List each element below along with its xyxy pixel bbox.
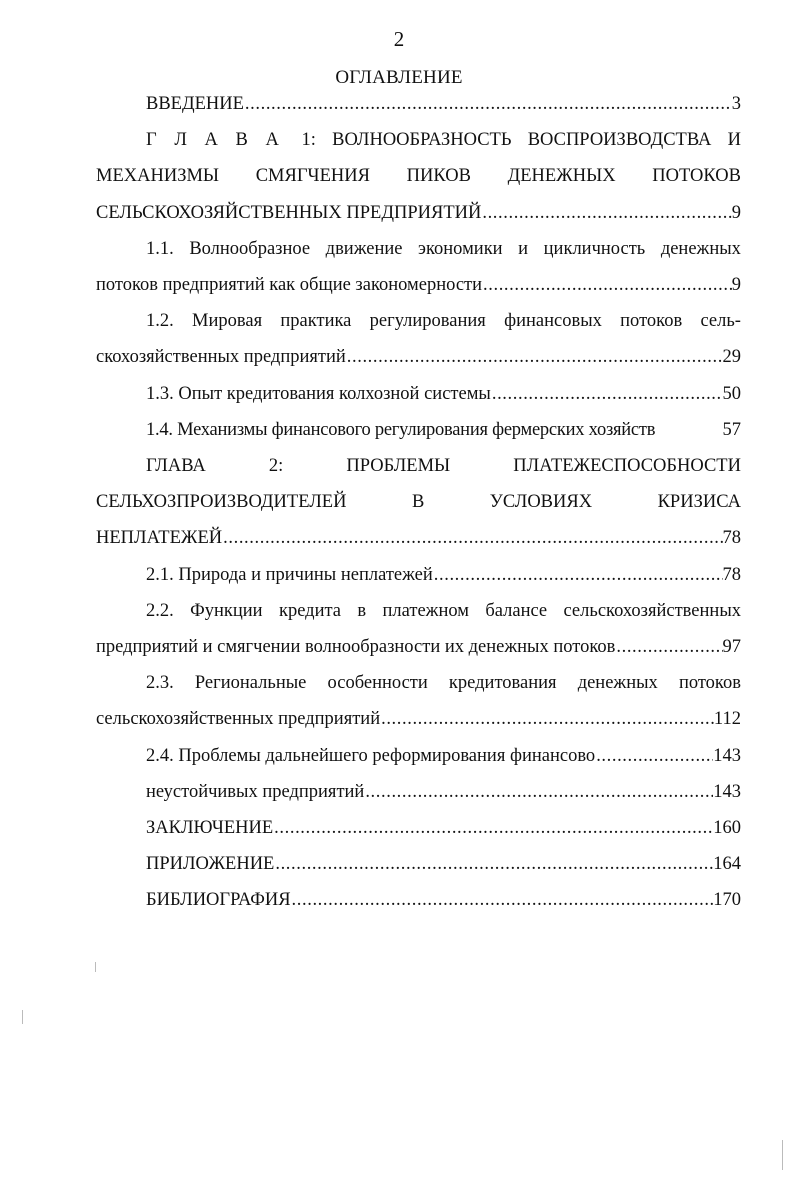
entry-page: 50 <box>722 383 741 404</box>
toc-entry-bibliography[interactable] <box>96 882 741 918</box>
entry-word: балансе <box>485 600 548 621</box>
chapter-title-part: ВОЛНООБРАЗНОСТЬ <box>332 130 512 151</box>
chapter-title-part: ПЛАТЕЖЕСПОСОБНОСТИ <box>513 456 741 477</box>
entry-line-first <box>96 122 741 158</box>
dot-leader <box>291 882 714 918</box>
entry-title: 1.4. Механизмы финансового регулирования фермерских хозяйств <box>146 419 656 440</box>
entry-word: в <box>357 600 367 621</box>
chapter-title-part: МЕХАНИЗМЫ <box>96 166 220 187</box>
entry-title: 2.1. Природа и причины неплатежей <box>146 564 433 585</box>
entry-line <box>96 557 741 593</box>
toc-entry-introduction[interactable] <box>96 86 741 122</box>
dot-leader <box>273 810 713 846</box>
dot-leader <box>274 846 713 882</box>
chapter-title-part: ПИКОВ <box>406 166 471 187</box>
chapter-title-part: СЕЛЬХОЗПРОИЗВОДИТЕЛЕЙ <box>96 492 347 513</box>
dot-leader <box>244 86 732 122</box>
entry-line-first <box>96 593 741 629</box>
entry-line <box>96 882 741 918</box>
chapter-title-part: УСЛОВИЯХ <box>489 492 593 513</box>
entry-word: цикличность <box>543 238 646 259</box>
entry-word: движение <box>325 238 403 259</box>
entry-page: 78 <box>722 564 741 585</box>
chapter-word: Г Л А В А <box>146 130 286 151</box>
entry-line-first <box>96 231 741 267</box>
entry-line <box>96 158 741 194</box>
entry-title: ВВЕДЕНИЕ <box>146 94 244 114</box>
dot-leader <box>595 738 713 774</box>
entry-line <box>96 629 741 665</box>
entry-word: денежных <box>660 238 741 259</box>
chapter-title-part: И <box>727 130 741 151</box>
entry-word: особенности <box>327 673 428 694</box>
entry-word: 2.2. <box>146 600 174 621</box>
entry-page: 143 <box>713 745 741 766</box>
entry-page: 9 <box>731 202 741 223</box>
scan-mark <box>22 1010 23 1024</box>
entry-page: 170 <box>713 890 741 911</box>
toc-entry-2-4-continued[interactable] <box>96 774 741 810</box>
entry-word: экономики <box>418 238 503 259</box>
entry-page: 78 <box>722 528 741 549</box>
entry-page: 112 <box>713 709 741 730</box>
dot-leader <box>433 557 723 593</box>
toc-entry-2-2[interactable] <box>96 593 741 665</box>
entry-title: скохозяйственных предприятий <box>96 347 346 368</box>
entry-line <box>96 810 741 846</box>
entry-line <box>96 738 741 774</box>
toc-entry-2-1[interactable] <box>96 557 741 593</box>
toc-heading: ОГЛАВЛЕНИЕ <box>335 67 463 88</box>
entry-word: сельскохозяйственных <box>563 600 741 621</box>
entry-line <box>96 846 741 882</box>
toc-entry-1-4[interactable] <box>96 412 741 448</box>
entry-line <box>96 86 741 122</box>
entry-word: потоков <box>620 311 683 332</box>
scan-mark <box>782 1140 783 1170</box>
entry-line <box>96 484 741 520</box>
entry-title: НЕПЛАТЕЖЕЙ <box>96 528 223 549</box>
entry-line-first <box>96 448 741 484</box>
entry-word: 1.1. <box>146 238 174 259</box>
dot-leader <box>482 267 732 303</box>
entry-title: потоков предприятий как общие закономерности <box>96 275 483 296</box>
entry-page: 143 <box>713 781 741 802</box>
entry-title: сельскохозяйственных предприятий <box>96 709 381 730</box>
dot-leader <box>491 376 723 412</box>
entry-word: 1.2. <box>146 311 174 332</box>
entry-word: кредита <box>278 600 342 621</box>
toc-entry-2-3[interactable] <box>96 665 741 737</box>
entry-page: 3 <box>731 94 741 114</box>
entry-word: Функции <box>190 600 263 621</box>
entry-title: ПРИЛОЖЕНИЕ <box>146 854 275 875</box>
entry-page: 97 <box>722 637 741 658</box>
entry-word: сель- <box>700 311 741 332</box>
entry-word: Мировая <box>192 311 263 332</box>
toc-entry-1-2[interactable] <box>96 303 741 375</box>
entry-line <box>96 520 741 556</box>
scan-mark <box>95 962 96 972</box>
dot-leader <box>222 520 722 556</box>
dot-leader <box>380 701 714 737</box>
chapter-title-part: ГЛАВА <box>146 456 206 477</box>
chapter-title-part: В <box>411 492 425 513</box>
entry-title: СЕЛЬСКОХОЗЯЙСТВЕННЫХ ПРЕДПРИЯТИЙ <box>96 202 482 223</box>
toc-entry-appendix[interactable] <box>96 846 741 882</box>
dot-leader <box>364 774 713 810</box>
toc-entry-1-3[interactable] <box>96 376 741 412</box>
chapter-title-part: СМЯГЧЕНИЯ <box>255 166 370 187</box>
entry-page: 57 <box>722 419 741 440</box>
chapter-title-part: ПРОБЛЕМЫ <box>346 456 451 477</box>
entry-title: предприятий и смягчении волнообразности их денежных потоков <box>96 637 616 658</box>
toc-entry-1-1[interactable] <box>96 231 741 303</box>
entry-page: 9 <box>731 275 741 296</box>
entry-word: платежном <box>382 600 469 621</box>
toc-entry-chapter-2[interactable] <box>96 448 741 557</box>
page-number: 2 <box>393 27 405 51</box>
entry-word: Волнообразное <box>189 238 311 259</box>
dot-leader <box>615 629 722 665</box>
dot-leader <box>481 195 731 231</box>
chapter-title-part: ДЕНЕЖНЫХ <box>507 166 616 187</box>
entry-word: кредитования <box>448 673 557 694</box>
entry-word: и <box>518 238 529 259</box>
entry-line <box>96 339 741 375</box>
entry-title: 2.4. Проблемы дальнейшего реформирования финансово <box>146 745 596 766</box>
entry-line <box>96 774 741 810</box>
entry-line <box>96 412 741 448</box>
entry-word: потоков <box>678 673 741 694</box>
dot-leader <box>346 339 723 375</box>
entry-title: неустойчивых предприятий <box>146 781 365 802</box>
table-of-contents <box>96 86 741 919</box>
entry-line <box>96 267 741 303</box>
entry-page: 29 <box>722 347 741 368</box>
entry-line <box>96 701 741 737</box>
chapter-title-part: КРИЗИСА <box>657 492 741 513</box>
chapter-title-part: 2: <box>268 456 284 477</box>
entry-line <box>96 376 741 412</box>
entry-word: Региональные <box>194 673 307 694</box>
entry-page: 164 <box>713 854 741 875</box>
entry-page: 160 <box>713 818 741 839</box>
entry-line-first <box>96 665 741 701</box>
entry-line <box>96 195 741 231</box>
chapter-title-part: 1: <box>301 130 316 151</box>
entry-word: денежных <box>577 673 658 694</box>
entry-title: БИБЛИОГРАФИЯ <box>146 890 291 911</box>
toc-entry-chapter-1[interactable] <box>96 122 741 231</box>
entry-word: практика <box>280 311 352 332</box>
chapter-title-part: ПОТОКОВ <box>652 166 741 187</box>
entry-title: 1.3. Опыт кредитования колхозной системы <box>146 383 491 404</box>
entry-title: ЗАКЛЮЧЕНИЕ <box>146 818 274 839</box>
toc-entry-2-4[interactable] <box>96 738 741 774</box>
entry-line-first <box>96 303 741 339</box>
toc-entry-conclusion[interactable] <box>96 810 741 846</box>
entry-word: финансовых <box>504 311 602 332</box>
chapter-title-part: ВОСПРОИЗВОДСТВА <box>527 130 712 151</box>
entry-word: 2.3. <box>146 673 174 694</box>
entry-word: регулирования <box>369 311 486 332</box>
